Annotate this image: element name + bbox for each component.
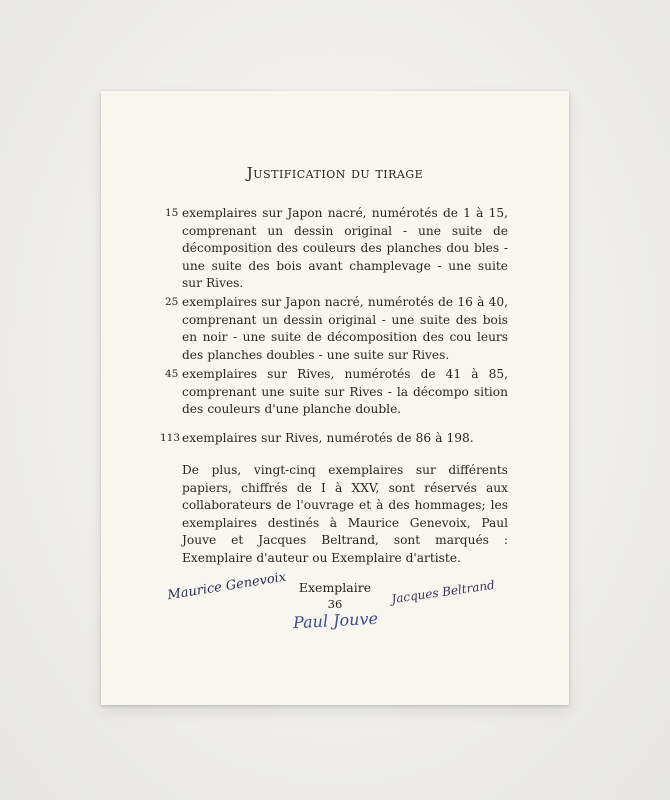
signature-left: Maurice Genevoix [166, 569, 288, 604]
exemplaire-number: 36 [327, 597, 343, 611]
entry-count: 15 [165, 207, 179, 219]
exemplaire-label: Exemplaire [298, 580, 372, 595]
entry-1 [165, 205, 508, 293]
entry-text: exemplaires sur Rives, numérotés de 41 à 85, comprenant une suite sur Rives - la décompo sition des couleurs d'une planche double. [182, 367, 508, 417]
entry-4 [160, 430, 508, 448]
entry-2 [165, 294, 508, 364]
closing-paragraph: De plus, vingt-cinq exemplaires sur différents papiers, chiffrés de I à XXV, sont réservés aux collaborateurs de l'ouvrage et à des hommages; les exemplaires destinés à Maurice Genevoix, Paul Jouve et Jacques Beltrand, sont marqués : Exemplaire d'auteur ou Exemplaire d'artiste. [182, 463, 508, 565]
signature-center: Paul Jouve [292, 608, 379, 633]
entry-count: 25 [165, 296, 179, 308]
entry-text: exemplaires sur Japon nacré, numérotés de 1 à 15, comprenant un dessin original - une suite de décomposition des couleurs des planches dou bles - une suite des bois avant champlevage - une suite sur Rives. [182, 206, 508, 291]
entry-count: 45 [165, 368, 179, 380]
entry-text: exemplaires sur Rives, numérotés de 86 à 198. [182, 431, 474, 445]
entry-3 [165, 366, 508, 419]
signature-right: Jacques Beltrand [390, 577, 496, 607]
page-title: Justification du tirage [246, 164, 424, 182]
document-sheet [101, 91, 569, 705]
entry-text: exemplaires sur Japon nacré, numérotés de 16 à 40, comprenant un dessin original - une suite des bois en noir - une suite de décomposition des cou leurs des planches doubles - une suite sur Rives. [182, 295, 508, 362]
entry-count: 113 [160, 432, 181, 444]
